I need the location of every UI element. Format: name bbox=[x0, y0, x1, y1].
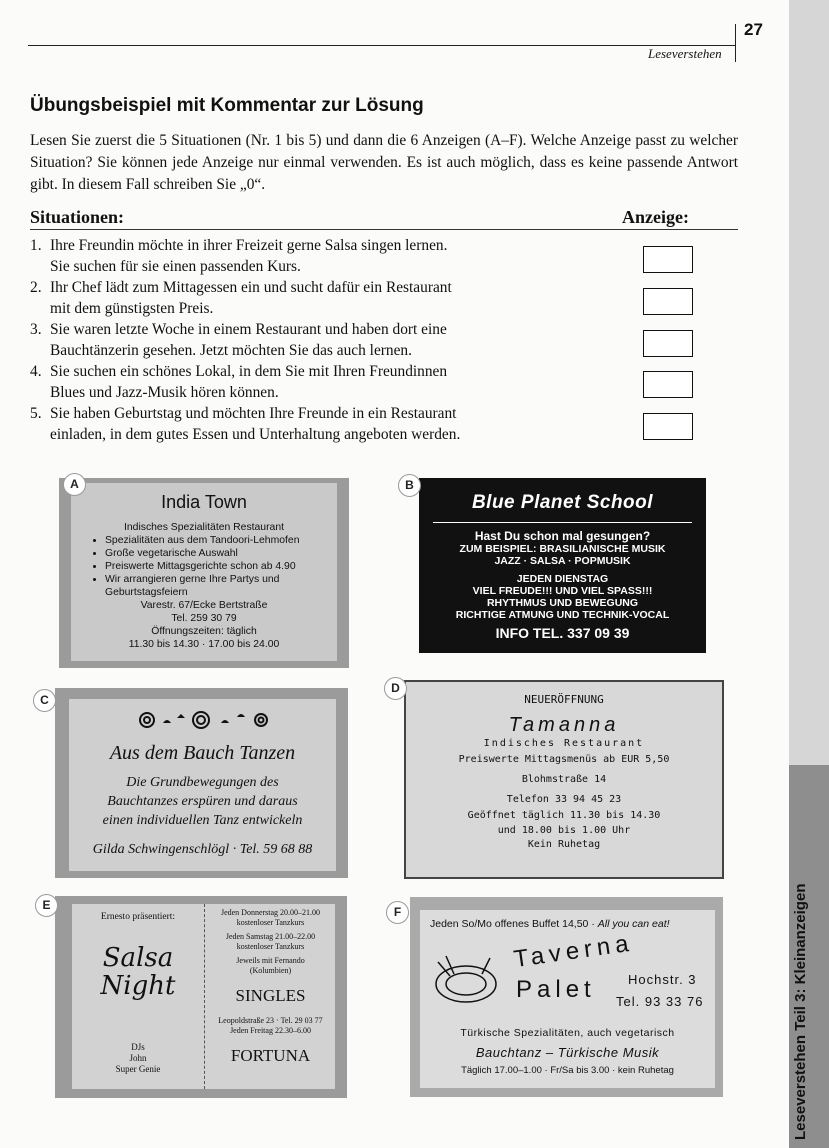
ad-e-club: FORTUNA bbox=[230, 1046, 311, 1065]
ad-d-line: Kein Ruhetag bbox=[527, 839, 601, 850]
ad-a-feature: • Wir arrangieren gerne Ihre Partys und Geburtstagsfeiern bbox=[105, 573, 337, 599]
answer-box-3[interactable] bbox=[643, 330, 693, 357]
ad-e-schedule: Jeweils mit Fernando bbox=[236, 956, 305, 965]
buffet-plate-icon bbox=[430, 950, 504, 1008]
ad-c-name: Aus dem Bauch Tanzen bbox=[109, 742, 296, 764]
ad-a-phone: Tel. 259 30 79 bbox=[171, 613, 237, 624]
ad-e-schedule: Jeden Samstag 21.00–22.00 bbox=[225, 932, 316, 941]
ad-a-feature: • Preiswerte Mittagsgerichte schon ab 4.90 bbox=[105, 560, 337, 573]
ad-e-address: Leopoldstraße 23 · Tel. 29 03 77 bbox=[218, 1016, 323, 1025]
ad-e-schedule: Jeden Donnerstag 20.00–21.00 bbox=[220, 908, 321, 917]
ad-a-feature: • Spezialitäten aus dem Tandoori-Lehmofen bbox=[105, 534, 337, 547]
chapter-tab-label: Leseverstehen Teil 3: Kleinanzeigen bbox=[792, 883, 809, 1140]
ad-d-line: Geöffnet täglich 11.30 bis 14.30 bbox=[467, 810, 661, 821]
ad-a-name: India Town bbox=[161, 492, 247, 512]
ad-e-presenter: Ernesto präsentiert: bbox=[100, 912, 176, 922]
ad-c-line: Bauchtanzes erspüren und daraus bbox=[107, 794, 298, 809]
ad-f-buffet-slogan: All you can eat! bbox=[597, 918, 670, 930]
ad-f-letter: F bbox=[386, 901, 409, 924]
ad-d-line: Blohmstraße 14 bbox=[521, 774, 607, 785]
ad-f-name-2: Palet bbox=[516, 976, 596, 1003]
ad-d-line: Telefon 33 94 45 23 bbox=[506, 794, 622, 805]
ad-f-line: Täglich 17.00–1.00 · Fr/Sa bis 3.00 · kein Ruhetag bbox=[461, 1065, 674, 1076]
ad-b-letter: B bbox=[398, 474, 421, 497]
situation-number: 2. bbox=[30, 279, 42, 296]
situation-number: 5. bbox=[30, 405, 42, 422]
section-label: Leseverstehen bbox=[648, 46, 722, 61]
situation-text: Sie suchen ein schönes Lokal, in dem Sie mit Ihren Freundinnen bbox=[50, 363, 448, 380]
spiral-ornament-icon bbox=[123, 709, 283, 731]
ad-d-letter: D bbox=[384, 677, 407, 700]
ad-b-info: INFO TEL. 337 09 39 bbox=[495, 625, 630, 641]
ad-a-address: Varestr. 67/Ecke Bertstraße bbox=[140, 600, 268, 611]
ad-c-line: Die Grundbewegungen des bbox=[126, 775, 279, 790]
ad-e-dj: John bbox=[129, 1053, 147, 1063]
ad-b-rule bbox=[433, 522, 692, 523]
situation-text: Bauchtänzerin gesehen. Jetzt möchten Sie das auch lernen. bbox=[50, 342, 412, 359]
instructions: Lesen Sie zuerst die 5 Situationen (Nr. 1 bis 5) und dann die 6 Anzeigen (A–F). Welche Anzeige passt zu welcher Situation? Sie können jede Anzeige nur einmal verwenden. Es ist auch möglich, dass es keine passende Antwort gibt. In diesem Fall schreiben Sie „0“. bbox=[30, 132, 738, 193]
situation-text: Ihre Freundin möchte in ihrer Freizeit gerne Salsa singen lernen. bbox=[50, 237, 448, 254]
ad-b-line: ZUM BEISPIEL: BRASILIANISCHE MUSIK bbox=[459, 543, 666, 555]
ad-a-hours-label: Öffnungszeiten: täglich bbox=[151, 626, 257, 637]
ad-b bbox=[419, 478, 706, 653]
ad-d-line: Indisches Restaurant bbox=[483, 738, 645, 749]
situation-text: mit dem günstigsten Preis. bbox=[50, 300, 214, 317]
ad-c bbox=[69, 699, 336, 871]
ad-e-djs: DJs bbox=[131, 1042, 145, 1052]
ad-c-letter: C bbox=[33, 689, 56, 712]
ad-b-line: JEDEN DIENSTAG bbox=[516, 573, 609, 585]
ad-e-friday: Jeden Freitag 22.30–6.00 bbox=[230, 1026, 311, 1035]
ad-a-feature: • Große vegetarische Auswahl bbox=[105, 547, 337, 560]
ad-a-features bbox=[93, 534, 337, 599]
ad-a-hours: 11.30 bis 14.30 · 17.00 bis 24.00 bbox=[128, 639, 280, 650]
ad-e-schedule: kostenloser Tanzkurs bbox=[236, 942, 305, 951]
ad-b-line: RHYTHMUS UND BEWEGUNG bbox=[486, 597, 639, 609]
ad-d-line: und 18.00 bis 1.00 Uhr bbox=[497, 825, 631, 836]
ad-e-right bbox=[206, 908, 335, 1066]
situation-number: 3. bbox=[30, 321, 42, 338]
ad-f-line: Bauchtanz – Türkische Musik bbox=[475, 1045, 660, 1060]
situation-item bbox=[30, 403, 590, 445]
header-rule bbox=[28, 45, 736, 46]
ad-e bbox=[72, 904, 335, 1089]
situation-item bbox=[30, 319, 590, 361]
ad-e-dj: Super Genie bbox=[115, 1064, 161, 1074]
ad-f bbox=[420, 910, 715, 1088]
ad-b-line: VIEL FREUDE!!! UND VIEL SPASS!!! bbox=[472, 585, 653, 597]
exercise-title: Übungsbeispiel mit Kommentar zur Lösung bbox=[30, 95, 424, 116]
ad-e-schedule: kostenloser Tanzkurs bbox=[236, 918, 305, 927]
ad-e-left bbox=[72, 904, 205, 1089]
situation-number: 4. bbox=[30, 363, 42, 380]
ad-e-singles: SINGLES bbox=[235, 986, 306, 1005]
ad-e-event: Salsa Night bbox=[100, 943, 176, 1001]
heading-rule bbox=[30, 229, 738, 230]
ad-f-line: Türkische Spezialitäten, auch vegetarisch bbox=[460, 1027, 675, 1039]
page-number: 27 bbox=[744, 20, 763, 39]
ad-d-name: Tamanna bbox=[508, 714, 620, 736]
answer-heading: Anzeige: bbox=[622, 207, 689, 227]
ad-d-line: Preiswerte Mittagsmenüs ab EUR 5,50 bbox=[458, 754, 670, 765]
situation-list bbox=[30, 235, 590, 445]
ad-b-question: Hast Du schon mal gesungen? bbox=[474, 529, 651, 543]
answer-box-5[interactable] bbox=[643, 413, 693, 440]
situation-text: Sie haben Geburtstag und möchten Ihre Freunde in ein Restaurant bbox=[50, 405, 457, 422]
ad-f-name-1: Taverna bbox=[512, 929, 636, 974]
situation-text: Sie waren letzte Woche in einem Restaurant und haben dort eine bbox=[50, 321, 447, 338]
ad-a-letter: A bbox=[63, 473, 86, 496]
ad-d-heading: NEUERÖFFNUNG bbox=[524, 693, 604, 706]
ad-f-buffet bbox=[430, 918, 715, 930]
ad-f-buffet-text: Jeden So/Mo offenes Buffet 14,50 · bbox=[430, 918, 598, 930]
ad-e-letter: E bbox=[35, 894, 58, 917]
situation-item bbox=[30, 235, 590, 277]
situation-item bbox=[30, 277, 590, 319]
ad-b-line: RICHTIGE ATMUNG UND TECHNIK-VOCAL bbox=[455, 609, 670, 621]
situation-text: einladen, in dem gutes Essen und Unterhaltung angeboten werden. bbox=[50, 426, 461, 443]
situation-text: Sie suchen für sie einen passenden Kurs. bbox=[50, 258, 301, 275]
answer-box-1[interactable] bbox=[643, 246, 693, 273]
header-divider bbox=[735, 24, 736, 62]
situation-item bbox=[30, 361, 590, 403]
ad-f-phone: Tel. 93 33 76 bbox=[616, 994, 704, 1009]
ad-a bbox=[71, 483, 337, 661]
situations-heading: Situationen: bbox=[30, 207, 125, 227]
ad-a-subtitle: Indisches Spezialitäten Restaurant bbox=[124, 522, 284, 533]
ad-b-line: JAZZ · SALSA · POPMUSIK bbox=[494, 555, 631, 567]
ad-b-name: Blue Planet School bbox=[471, 492, 654, 513]
situation-number: 1. bbox=[30, 237, 42, 254]
ad-d bbox=[404, 680, 724, 879]
ad-e-schedule: (Kolumbien) bbox=[249, 966, 292, 975]
situation-text: Blues und Jazz-Musik hören können. bbox=[50, 384, 279, 401]
situation-text: Ihr Chef lädt zum Mittagessen ein und sucht dafür ein Restaurant bbox=[50, 279, 452, 296]
ad-f-street: Hochstr. 3 bbox=[628, 972, 697, 987]
ad-c-contact: Gilda Schwingenschlögl · Tel. 59 68 88 bbox=[92, 842, 313, 857]
answer-box-4[interactable] bbox=[643, 371, 693, 398]
ad-c-line: einen individuellen Tanz entwickeln bbox=[102, 813, 303, 828]
answer-box-2[interactable] bbox=[643, 288, 693, 315]
